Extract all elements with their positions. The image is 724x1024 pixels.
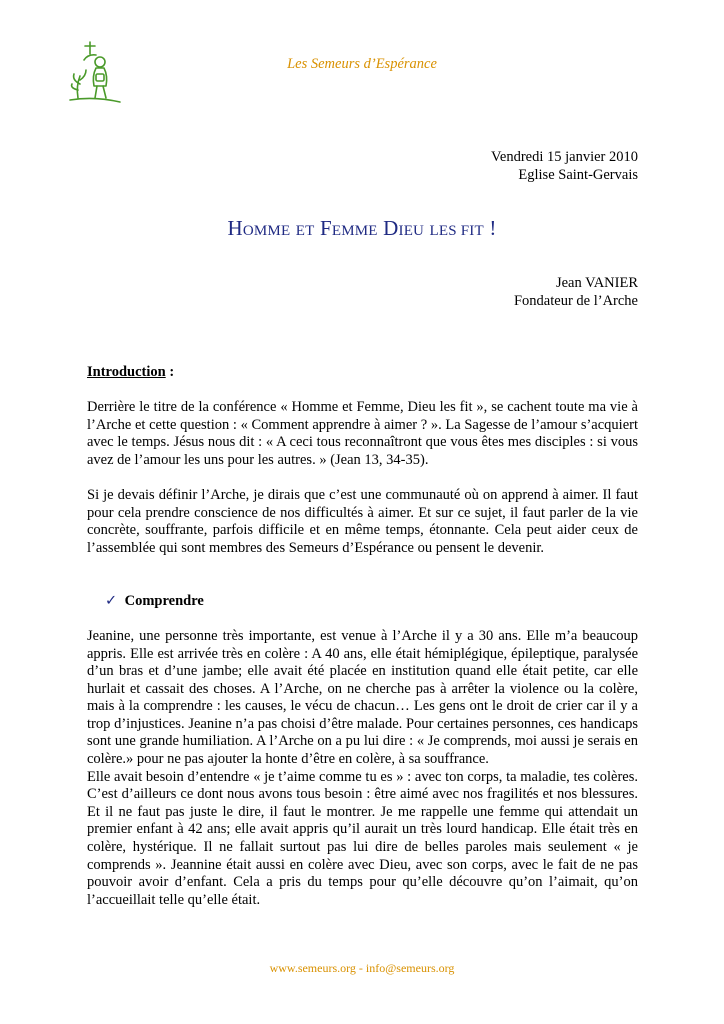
title-cap: F [319, 216, 332, 240]
footer-contact[interactable]: www.semeurs.org - info@semeurs.org [269, 961, 455, 975]
title-exclamation: ! [489, 216, 497, 240]
paragraph: Si je devais définir l’Arche, je dirais que c’est une communauté où on apprend à aimer. Il faut pour cela prendre conscience de nos difficultés à aimer. Et sur ce sujet, il faut parler de la vie concrète, souffrante, parfois difficile et en même temps, étonnante. Cela peut aider ceux de l’assemblée qui sont membres des Semeurs d’Espérance ou pensent le devenir. [87, 487, 638, 556]
title-sc: LES FIT [429, 223, 484, 239]
title-cap: H [227, 216, 243, 240]
date-block [491, 148, 638, 184]
paragraph: Elle avait besoin d’entendre « je t’aime comme tu es » : avec ton corps, ta maladie, tes colères. C’est d’ailleurs ce dont nous avons tous besoin : être aimé avec nos fragilités et nos blessures. Et il ne faut pas juste le dire, il faut le montrer. Je me rappelle une femme qui attendait un premier enfant à 42 ans; elle avait appris qu’il aurait un très lourd handicap. Elle était très en colère, hystérique. Il ne fallait surtout pas lui dire de belles paroles mais seulement « je comprends ». Jeannine était aussi en colère avec Dieu, avec son corps, avec le fait de ne pas pouvoir avoir d’enfant. Cela a pris du temps pour qu’elle découvre qu’on l’aimait, qu’on l’accueillait telle qu’elle était. [87, 768, 638, 908]
title-sc: ET [295, 223, 315, 239]
title-sc: IEU [398, 223, 425, 239]
org-title: Les Semeurs d’Espérance [287, 56, 437, 72]
section-heading [87, 593, 638, 611]
author-role: Fondateur de l’Arche [513, 293, 638, 309]
section-heading-text: Comprendre [124, 592, 204, 609]
checkmark-icon: ✓ [105, 592, 118, 609]
sower-logo-icon [66, 40, 122, 106]
document-body [87, 364, 638, 909]
author-name: Jean VANIER [555, 275, 638, 291]
introduction-heading-text: Introduction [87, 364, 166, 380]
title-cap: D [383, 216, 399, 240]
paragraph: Jeanine, une personne très importante, est venue à l’Arche il y a 30 ans. Elle m’a beaucoup appris. Elle est arrivée très en colère : A 40 ans, elle était hémiplégique, épileptique, paralysée d’un bras et d’une jambe; elle avait été placée en institution quand elle était petite, car elle hurlait et cassait des choses. A l’Arche, on ne cherche pas à arrêter la violence ou la colère, mais à la comprendre : les causes, le vécu de chacun… Les gens ont le droit de crier car il y a trop d’injustices. Jeanine n’a pas choisi d’être malade. Pour certaines personnes, ces handicaps sont une grande humiliation. A l’Arche on a pu lui dire : « Je comprends, moi aussi je serais en colère.» pour ne pas ajouter la honte d’être en colère, à sa souffrance. [87, 627, 638, 768]
introduction-heading-suffix: : [165, 364, 175, 380]
title-sc: EMME [331, 223, 378, 239]
page-title [0, 216, 724, 241]
paragraph: Derrière le titre de la conférence « Homme et Femme, Dieu les fit », se cachent toute ma vie à l’Arche et cette question : « Comment apprendre à aimer ? ». La Sagesse de l’amour s’acquiert avec le temps. Jésus nous dit : « A ceci tous reconnaîtront que vous êtes mes disciples : si vous avez de l’amour les uns pour les autres. » (Jean 13, 34-35). [87, 399, 638, 468]
author-block [514, 274, 638, 310]
introduction-heading [87, 364, 638, 382]
title-sc: OMME [242, 223, 291, 239]
conference-place: Eglise Saint-Gervais [518, 167, 638, 183]
conference-date: Vendredi 15 janvier 2010 [491, 149, 638, 165]
